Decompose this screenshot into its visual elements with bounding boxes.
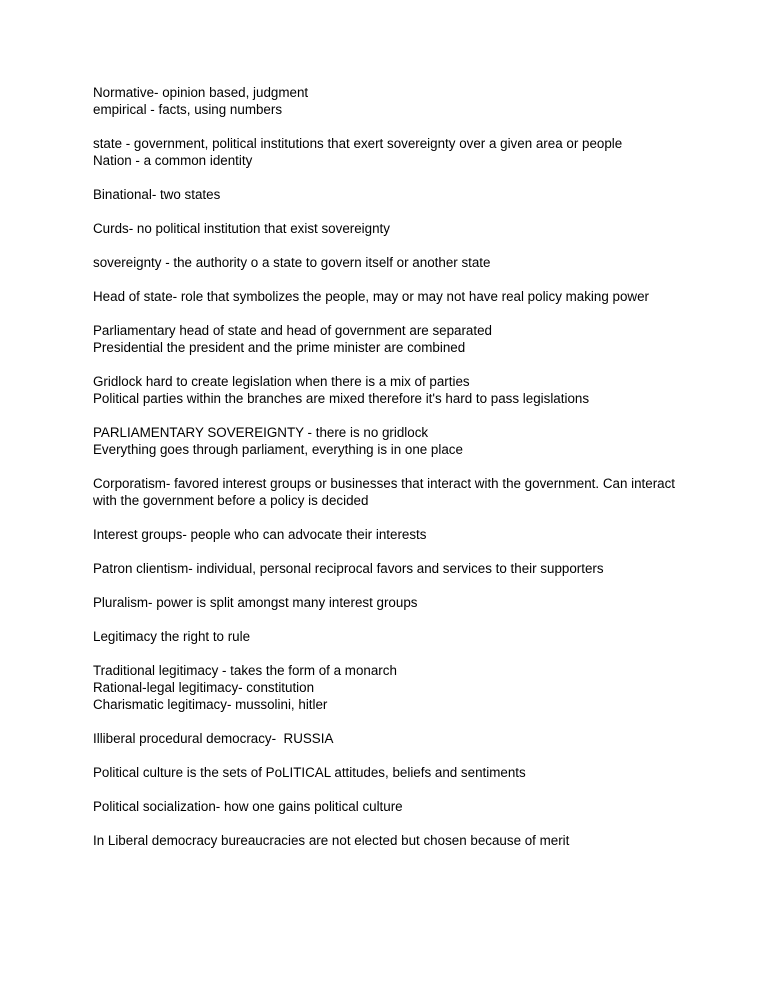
text-line: Illiberal procedural democracy- RUSSIA: [93, 731, 334, 746]
paragraph: [93, 475, 693, 509]
text-line: Political parties within the branches are mixed therefore it's hard to pass legislations: [93, 391, 590, 406]
text-line: PARLIAMENTARY SOVEREIGNTY - there is no gridlock: [93, 425, 429, 440]
paragraph: [93, 220, 693, 237]
paragraph: [93, 424, 693, 458]
text-line: Legitimacy the right to rule: [93, 629, 251, 644]
paragraph: [93, 832, 693, 849]
paragraph: [93, 594, 693, 611]
paragraph: [93, 628, 693, 645]
paragraph: [93, 288, 693, 305]
paragraph: [93, 322, 693, 356]
text-line: Corporatism- favored interest groups or businesses that interact with the government. Can interact with the government before a policy is decided: [93, 476, 679, 508]
paragraph: [93, 560, 693, 577]
text-line: state - government, political institutions that exert sovereignty over a given area or people: [93, 136, 623, 151]
text-line: Political socialization- how one gains political culture: [93, 799, 403, 814]
text-line: Parliamentary head of state and head of government are separated: [93, 323, 492, 338]
text-line: Nation - a common identity: [93, 153, 253, 168]
text-line: Rational-legal legitimacy- constitution: [93, 680, 315, 695]
document-page: [93, 84, 693, 866]
paragraph: [93, 135, 693, 169]
text-line: Presidential the president and the prime minister are combined: [93, 340, 466, 355]
paragraph: [93, 254, 693, 271]
text-line: Normative- opinion based, judgment: [93, 85, 309, 100]
paragraph: [93, 730, 693, 747]
text-line: Head of state- role that symbolizes the people, may or may not have real policy making power: [93, 289, 649, 304]
text-line: Traditional legitimacy - takes the form of a monarch: [93, 663, 397, 678]
text-line: Pluralism- power is split amongst many interest groups: [93, 595, 418, 610]
paragraph: [93, 662, 693, 713]
text-line: Everything goes through parliament, everything is in one place: [93, 442, 463, 457]
paragraph: [93, 526, 693, 543]
text-line: Charismatic legitimacy- mussolini, hitler: [93, 697, 328, 712]
text-line: Gridlock hard to create legislation when there is a mix of parties: [93, 374, 470, 389]
paragraph: [93, 798, 693, 815]
text-line: Political culture is the sets of PoLITICAL attitudes, beliefs and sentiments: [93, 765, 526, 780]
text-line: empirical - facts, using numbers: [93, 102, 283, 117]
paragraph: [93, 84, 693, 118]
paragraph: [93, 373, 693, 407]
text-line: Curds- no political institution that exist sovereignty: [93, 221, 390, 236]
text-line: Binational- two states: [93, 187, 221, 202]
text-line: In Liberal democracy bureaucracies are not elected but chosen because of merit: [93, 833, 570, 848]
text-line: Patron clientism- individual, personal reciprocal favors and services to their supporters: [93, 561, 604, 576]
paragraph: [93, 764, 693, 781]
text-line: Interest groups- people who can advocate their interests: [93, 527, 427, 542]
paragraph: [93, 186, 693, 203]
text-line: sovereignty - the authority o a state to govern itself or another state: [93, 255, 491, 270]
